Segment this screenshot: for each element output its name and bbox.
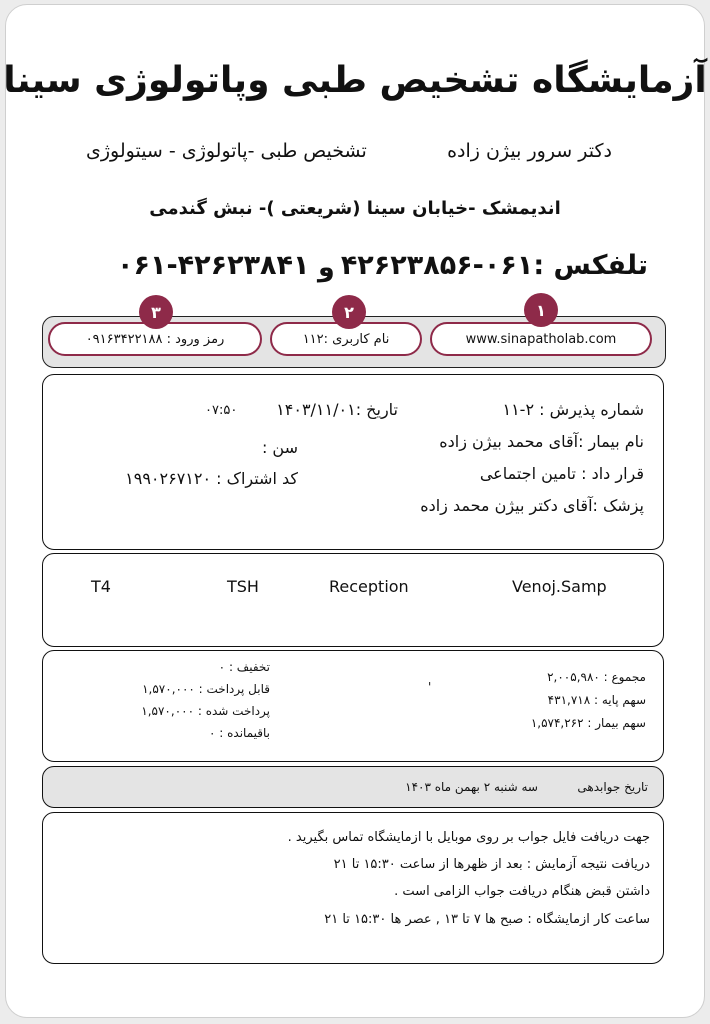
test-item: TSH <box>227 577 259 596</box>
phone-first: تلفکس :۰۶۱-۴۲۶۲۳۸۵۶ <box>340 250 648 281</box>
reception-time: ۰۷:۵۰ <box>205 403 238 418</box>
phone-second: ۰۶۱-۴۲۶۲۳۸۴۱ <box>117 250 310 281</box>
note-line: جهت دریافت فایل جواب بر روی موبایل با ازمایشگاه تماس بگیرید . <box>287 830 650 845</box>
note-line: دریافت نتیجه آزمایش : بعد از ظهرها از ساعت ۱۵:۳۰ تا ۲۱ <box>333 857 650 872</box>
billing-remaining: باقیمانده : ۰ <box>209 726 270 740</box>
badge-1: ۱ <box>524 293 558 327</box>
billing-paid: پرداخت شده : ۱,۵۷۰,۰۰۰ <box>141 704 270 718</box>
doctor-name: دکتر سرور بیژن زاده <box>447 140 612 162</box>
test-item: Venoj.Samp <box>512 577 607 596</box>
username-text: نام کاربری :۱۱۲ <box>302 331 390 347</box>
phone-and: و <box>318 252 335 283</box>
lab-address: اندیمشک -خیابان سینا (شریعتی )- نبش گندمی <box>149 198 561 219</box>
note-line: داشتن قبض هنگام دریافت جواب الزامی است . <box>394 884 650 899</box>
reception-number: شماره پذیرش : ۲-۱۱ <box>502 400 644 419</box>
billing-discount: تخفیف : ۰ <box>218 660 270 674</box>
contract: قرار داد : تامین اجتماعی <box>479 464 644 483</box>
answer-date-bar <box>42 766 664 808</box>
badge-2: ۲ <box>332 295 366 329</box>
note-line: ساعت کار ازمایشگاه : صبح ها ۷ تا ۱۳ , عصر ها ۱۵:۳۰ تا ۲۱ <box>324 912 650 927</box>
physician: پزشک :آقای دکتر بیژن محمد زاده <box>420 496 644 515</box>
billing-total: مجموع : ۲,۰۰۵,۹۸۰ <box>547 670 646 684</box>
lab-specialty: تشخیص طبی -پاتولوژی - سیتولوژی <box>86 140 367 162</box>
test-item: Reception <box>329 577 409 596</box>
password-text: رمز ورود : ۰۹۱۶۳۴۲۲۱۸۸ <box>85 331 225 347</box>
answer-date-label: تاریخ جوابدهی <box>577 780 648 794</box>
billing-mark: ' <box>428 680 432 694</box>
answer-date-value: سه شنبه ۲ بهمن ماه ۱۴۰۳ <box>405 780 538 794</box>
billing-base-share: سهم پایه : ۴۳۱,۷۱۸ <box>547 693 646 707</box>
test-item: T4 <box>91 577 111 596</box>
badge-3: ۳ <box>139 295 173 329</box>
billing-patient-share: سهم بیمار : ۱,۵۷۴,۲۶۲ <box>530 716 646 730</box>
tests-box <box>42 553 664 647</box>
lab-title: آزمایشگاه تشخیص طبی وپاتولوژی سینا <box>3 60 707 101</box>
subscription-code: کد اشتراک : ۱۹۹۰۲۶۷۱۲۰ <box>125 469 298 488</box>
website-pill[interactable] <box>430 322 652 356</box>
patient-age: سن : <box>261 438 298 457</box>
reception-date: تاریخ :۱۴۰۳/۱۱/۰۱ <box>276 400 398 419</box>
patient-name: نام بیمار :آقای محمد بیژن زاده <box>439 432 644 451</box>
website-link[interactable]: www.sinapatholab.com <box>465 331 617 347</box>
billing-payable: قابل پرداخت : ۱,۵۷۰,۰۰۰ <box>142 682 270 696</box>
